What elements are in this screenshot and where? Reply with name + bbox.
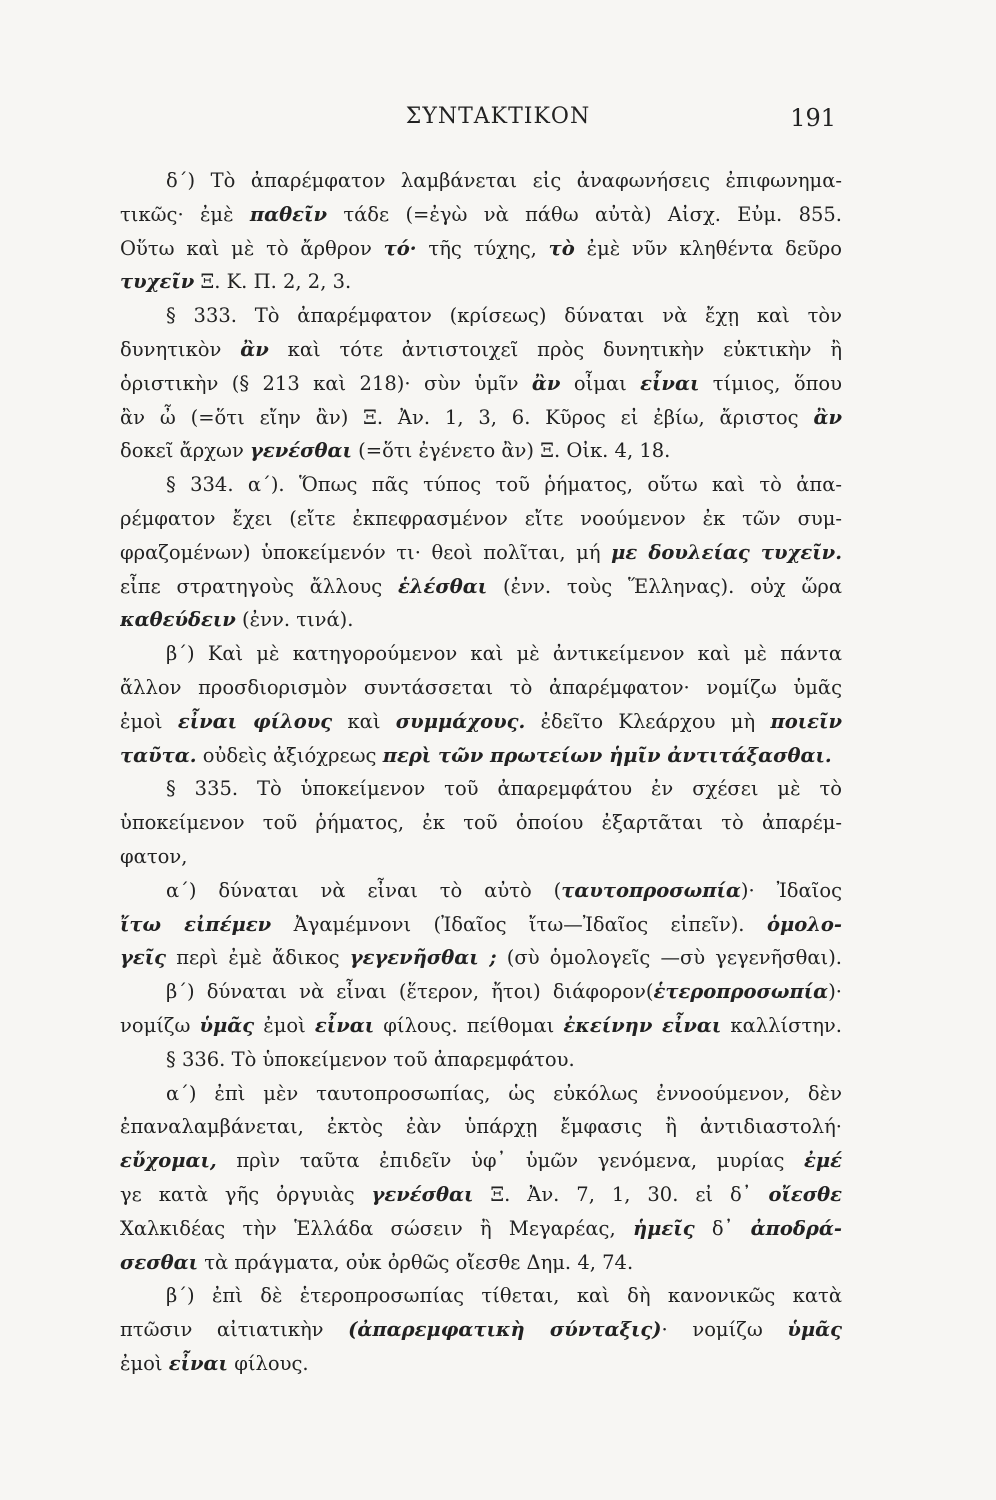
text-line: δυνητικὸν ἂν καὶ τότε ἀντιστοιχεῖ πρὸς δυνητικὴν εὐκτικὴν ἢ	[120, 337, 842, 361]
text-line: εὔχομαι, πρὶν ταῦτα ἐπιδεῖν ὑφ᾽ ὑμῶν γενόμενα, μυρίας ἐμέ	[120, 1149, 842, 1173]
text-line: γε κατὰ γῆς ὀργυιὰς γενέσθαι Ξ. Ἀν. 7, 1, 30. εἰ δ᾽ οἴεσθε	[120, 1182, 842, 1206]
text-line: § 335. Τὸ ὑποκείμενον τοῦ ἀπαρεμφάτου ἐν σχέσει μὲ τὸ	[166, 777, 842, 801]
text-line: § 334. α΄). Ὅπως πᾶς τύπος τοῦ ῥήματος, οὕτω καὶ τὸ ἀπα-	[166, 473, 842, 497]
running-title: ΣΥΝΤΑΚΤΙΚΟΝ	[405, 104, 591, 129]
text-line: ἐμοὶ εἶναι φίλους καὶ συμμάχους. ἐδεῖτο Κλεάρχου μὴ ποιεῖν	[120, 709, 842, 733]
text-line: ἐπαναλαμβάνεται, ἐκτὸς ἐὰν ὑπάρχῃ ἔμφασις ἢ ἀντιδιαστολή·	[120, 1115, 842, 1139]
page-header	[0, 104, 996, 144]
text-line: ἂν ὦ (=ὅτι εἴην ἂν) Ξ. Ἀν. 1, 3, 6. Κῦρος εἰ ἐβίω, ἄριστος ἂν	[120, 405, 842, 429]
text-line: β΄) δύναται νὰ εἶναι (ἕτερον, ἤτοι) διάφορον(ἑτεροπροσωπία)·	[166, 980, 842, 1004]
text-line: τυχεῖν Ξ. Κ. Π. 2, 2, 3.	[120, 270, 352, 294]
text-line: δοκεῖ ἄρχων γενέσθαι (=ὅτι ἐγένετο ἂν) Ξ. Οἰκ. 4, 18.	[120, 439, 671, 463]
text-line: καθεύδειν (ἐνν. τινά).	[120, 608, 354, 632]
text-line: εἶπε στρατηγοὺς ἄλλους ἑλέσθαι (ἐνν. τοὺς Ἕλληνας). οὐχ ὥρα	[120, 574, 842, 598]
text-line: φατον,	[120, 844, 188, 868]
text-line: γεῖς περὶ ἐμὲ ἄδικος γεγενῆσθαι ; (σὺ ὁμολογεῖς —σὺ γεγενῆσθαι).	[120, 946, 842, 970]
text-line: § 333. Τὸ ἀπαρέμφατον (κρίσεως) δύναται νὰ ἔχῃ καὶ τὸν	[166, 304, 842, 328]
text-line: ταῦτα. οὐδεὶς ἀξιόχρεως περὶ τῶν πρωτείων ἡμῖν ἀντιτάξασθαι.	[120, 743, 832, 767]
text-line: ρέμφατον ἔχει (εἴτε ἐκπεφρασμένον εἴτε νοούμενον ἐκ τῶν συμ-	[120, 506, 842, 530]
text-line: ὑποκείμενον τοῦ ῥήματος, ἐκ τοῦ ὁποίου ἐξαρτᾶται τὸ ἀπαρέμ-	[120, 811, 842, 835]
text-line: νομίζω ὑμᾶς ἐμοὶ εἶναι φίλους. πείθομαι ἐκείνην εἶναι καλλίστην.	[120, 1013, 842, 1037]
text-line: δ΄) Τὸ ἀπαρέμφατον λαμβάνεται εἰς ἀναφωνήσεις ἐπιφωνημα-	[166, 169, 842, 192]
text-line: β΄) Καὶ μὲ κατηγορούμενον καὶ μὲ ἀντικείμενον καὶ μὲ πάντα	[166, 642, 842, 666]
text-line: α΄) ἐπὶ μὲν ταυτοπροσωπίας, ὡς εὐκόλως ἐννοούμενον, δὲν	[166, 1081, 842, 1105]
text-line: ἄλλον προσδιορισμὸν συντάσσεται τὸ ἀπαρέμφατον· νομίζω ὑμᾶς	[120, 675, 842, 699]
text-line: β΄) ἐπὶ δὲ ἑτεροπροσωπίας τίθεται, καὶ δὴ κανονικῶς κατὰ	[166, 1284, 842, 1308]
text-line: σεσθαι τὰ πράγματα, οὐκ ὀρθῶς οἴεσθε Δημ. 4, 74.	[120, 1250, 634, 1274]
text-line: ἐμοὶ εἶναι φίλους.	[120, 1351, 309, 1375]
text-line: ὁριστικὴν (§ 213 καὶ 218)· σὺν ὑμῖν ἂν οἶμαι εἶναι τίμιος, ὅπου	[120, 371, 842, 395]
text-line: τικῶς· ἐμὲ παθεῖν τάδε (=ἐγὼ νὰ πάθω αὐτὰ) Αἰσχ. Εὐμ. 855.	[120, 202, 842, 226]
text-line: πτῶσιν αἰτιατικὴν (ἀπαρεμφατικὴ σύνταξις)· νομίζω ὑμᾶς	[120, 1318, 842, 1342]
text-line: Οὕτω καὶ μὲ τὸ ἄρθρον τό· τῆς τύχης, τὸ ἐμὲ νῦν κληθέντα δεῦρο	[120, 236, 842, 260]
text-line: ἴτω εἰπέμεν Ἀγαμέμνονι (Ἰδαῖος ἴτω—Ἰδαῖος εἰπεῖν). ὁμολο-	[120, 912, 842, 936]
body-text	[120, 164, 842, 1381]
text-line: φραζομένων) ὑποκείμενόν τι· θεοὶ πολῖται, μή με δουλείας τυχεῖν.	[120, 540, 842, 564]
text-line: Χαλκιδέας τὴν Ἑλλάδα σώσειν ἢ Μεγαρέας, ἡμεῖς δ᾽ ἀποδρά-	[120, 1216, 842, 1240]
page-number: 191	[790, 104, 836, 132]
text-line: § 336. Τὸ ὑποκείμενον τοῦ ἀπαρεμφάτου.	[166, 1047, 575, 1071]
text-line: α΄) δύναται νὰ εἶναι τὸ αὐτὸ (ταυτοπροσωπία)· Ἰδαῖος	[166, 878, 842, 902]
